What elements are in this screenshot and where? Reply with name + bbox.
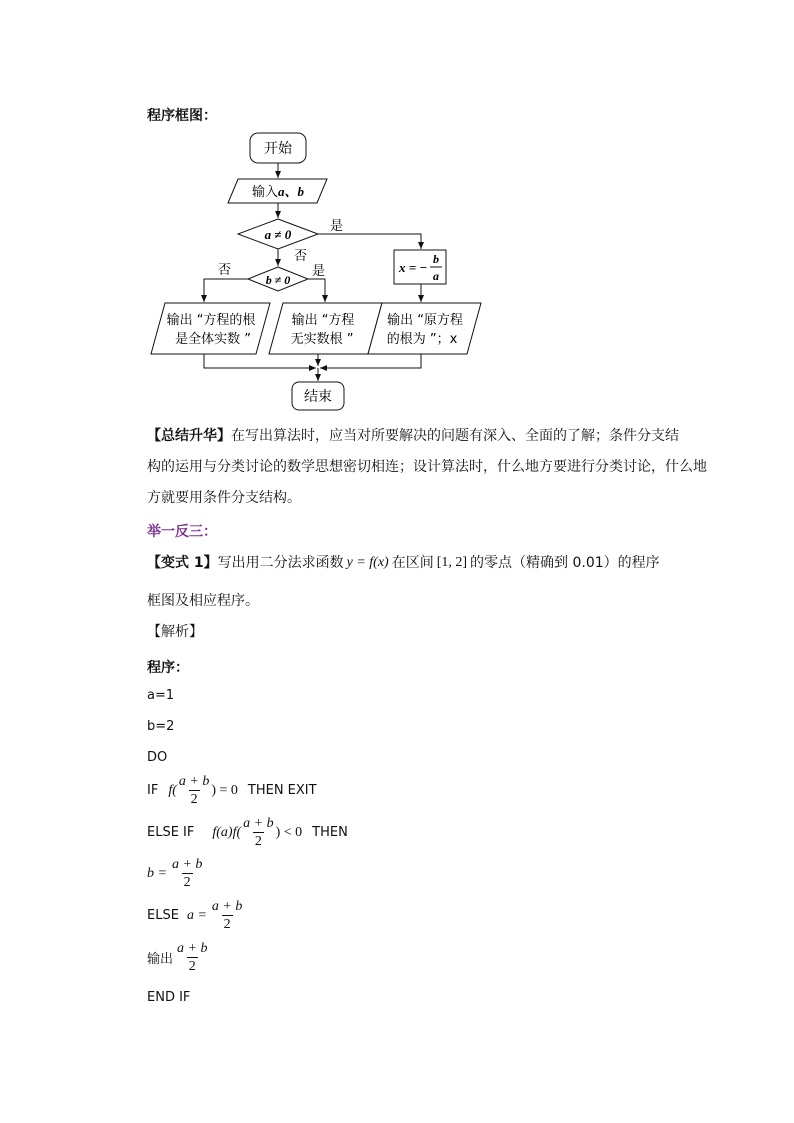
- no-label-1: 否: [294, 249, 308, 264]
- assign-x-lhs: x = −: [399, 260, 428, 275]
- variant-interval: [1, 2]: [436, 555, 468, 570]
- code-a-fraction: [210, 898, 244, 933]
- code-b-assign: b =: [147, 865, 167, 881]
- arrow-b-no: [204, 279, 248, 302]
- output-root-is-line1: 输出 “原方程: [387, 313, 463, 328]
- merge-right: [320, 354, 421, 368]
- code-line-output: [147, 940, 209, 975]
- variant-line-1: [147, 555, 660, 571]
- assign-x-num: b: [433, 252, 439, 266]
- yes-label-1: 是: [330, 219, 344, 234]
- variant-mid: 在区间: [391, 555, 434, 571]
- code-output-den: 2: [188, 959, 196, 974]
- code-elseif-lt: ) < 0: [275, 824, 303, 840]
- arrow-b-yes: [308, 279, 325, 302]
- program-label: 程序：: [147, 660, 189, 676]
- code-elseif-then: THEN: [312, 825, 348, 840]
- code-elseif-fraction: [241, 815, 275, 850]
- flowchart-heading: 程序框图：: [147, 108, 217, 124]
- code-if-num: a + b: [178, 774, 210, 789]
- output-no-real-root-line1: 输出 “方程: [291, 313, 355, 328]
- code-if-kw: IF: [147, 783, 159, 798]
- code-if-then-exit: THEN EXIT: [247, 783, 317, 798]
- summary-text-1: 在写出算法时，应当对所要解决的问题有深入、全面的了解；条件分支结: [231, 428, 679, 444]
- arrow-a-yes: [318, 234, 421, 249]
- code-line-do: DO: [147, 750, 168, 765]
- output-all-reals-line1: 输出 “方程的根: [166, 313, 256, 328]
- code-output-num: a + b: [177, 941, 208, 956]
- no-label-2: 否: [218, 263, 232, 278]
- code-b-num: a + b: [171, 857, 203, 872]
- code-line-if: [147, 773, 317, 808]
- code-elseif-num: a + b: [243, 816, 274, 831]
- output-root-is-line2: 的根为 ”；x: [386, 332, 458, 347]
- code-elseif-fa: f(a)f(: [212, 824, 242, 840]
- decision-b-label: b ≠ 0: [265, 273, 291, 287]
- analysis-label: 【解析】: [147, 624, 203, 640]
- code-if-f: f(: [168, 782, 177, 798]
- variant-func: y = f(x): [346, 555, 389, 570]
- code-if-eq: ) = 0: [211, 782, 238, 798]
- code-line-b-assign: [147, 856, 204, 891]
- code-elseif-kw: ELSE IF: [147, 825, 195, 840]
- section-title: 举一反三：: [147, 524, 217, 540]
- code-output-fraction: [175, 940, 209, 975]
- summary-line-1: [147, 428, 679, 444]
- summary-line-3: 方就要用条件分支结构。: [147, 490, 301, 506]
- output-no-real-root-line2: 无实数根 ”: [290, 332, 354, 347]
- variant-post: 的零点（精确到 0.01）的程序: [470, 555, 660, 571]
- code-line-endif: END IF: [147, 990, 191, 1005]
- code-if-fraction: [177, 773, 211, 808]
- code-elseif-den: 2: [254, 834, 262, 849]
- code-output-kw: 输出: [147, 952, 174, 967]
- flowchart: [0, 0, 794, 420]
- code-line-b: b=2: [147, 719, 175, 734]
- code-a-num: a + b: [211, 899, 243, 914]
- code-line-a: a=1: [147, 688, 175, 703]
- yes-label-2: 是: [312, 264, 326, 279]
- merge-left: [204, 354, 316, 368]
- code-else-kw: ELSE: [147, 908, 179, 923]
- code-a-den: 2: [223, 917, 231, 932]
- decision-a-label: a ≠ 0: [264, 227, 292, 242]
- assign-x-den: a: [433, 269, 439, 283]
- code-b-den: 2: [183, 875, 191, 890]
- end-label: 结束: [304, 389, 332, 405]
- variant-line-2: 框图及相应程序。: [147, 593, 259, 609]
- code-b-fraction: [170, 856, 204, 891]
- code-line-elseif: [147, 815, 348, 850]
- code-if-den: 2: [190, 792, 198, 807]
- variant-pre: 写出用二分法求函数: [217, 555, 344, 571]
- output-all-reals-line2: 是全体实数 ”: [175, 332, 251, 347]
- input-label: 输入a、b: [251, 184, 305, 200]
- start-label: 开始: [264, 141, 292, 157]
- variant-label: 【变式 1】: [147, 555, 218, 571]
- code-a-assign: a =: [186, 907, 207, 923]
- summary-label: 【总结升华】: [147, 428, 231, 444]
- code-line-else: [147, 898, 244, 933]
- summary-line-2: 构的运用与分类讨论的数学思想密切相连；设计算法时，什么地方要进行分类讨论，什么地: [147, 459, 707, 475]
